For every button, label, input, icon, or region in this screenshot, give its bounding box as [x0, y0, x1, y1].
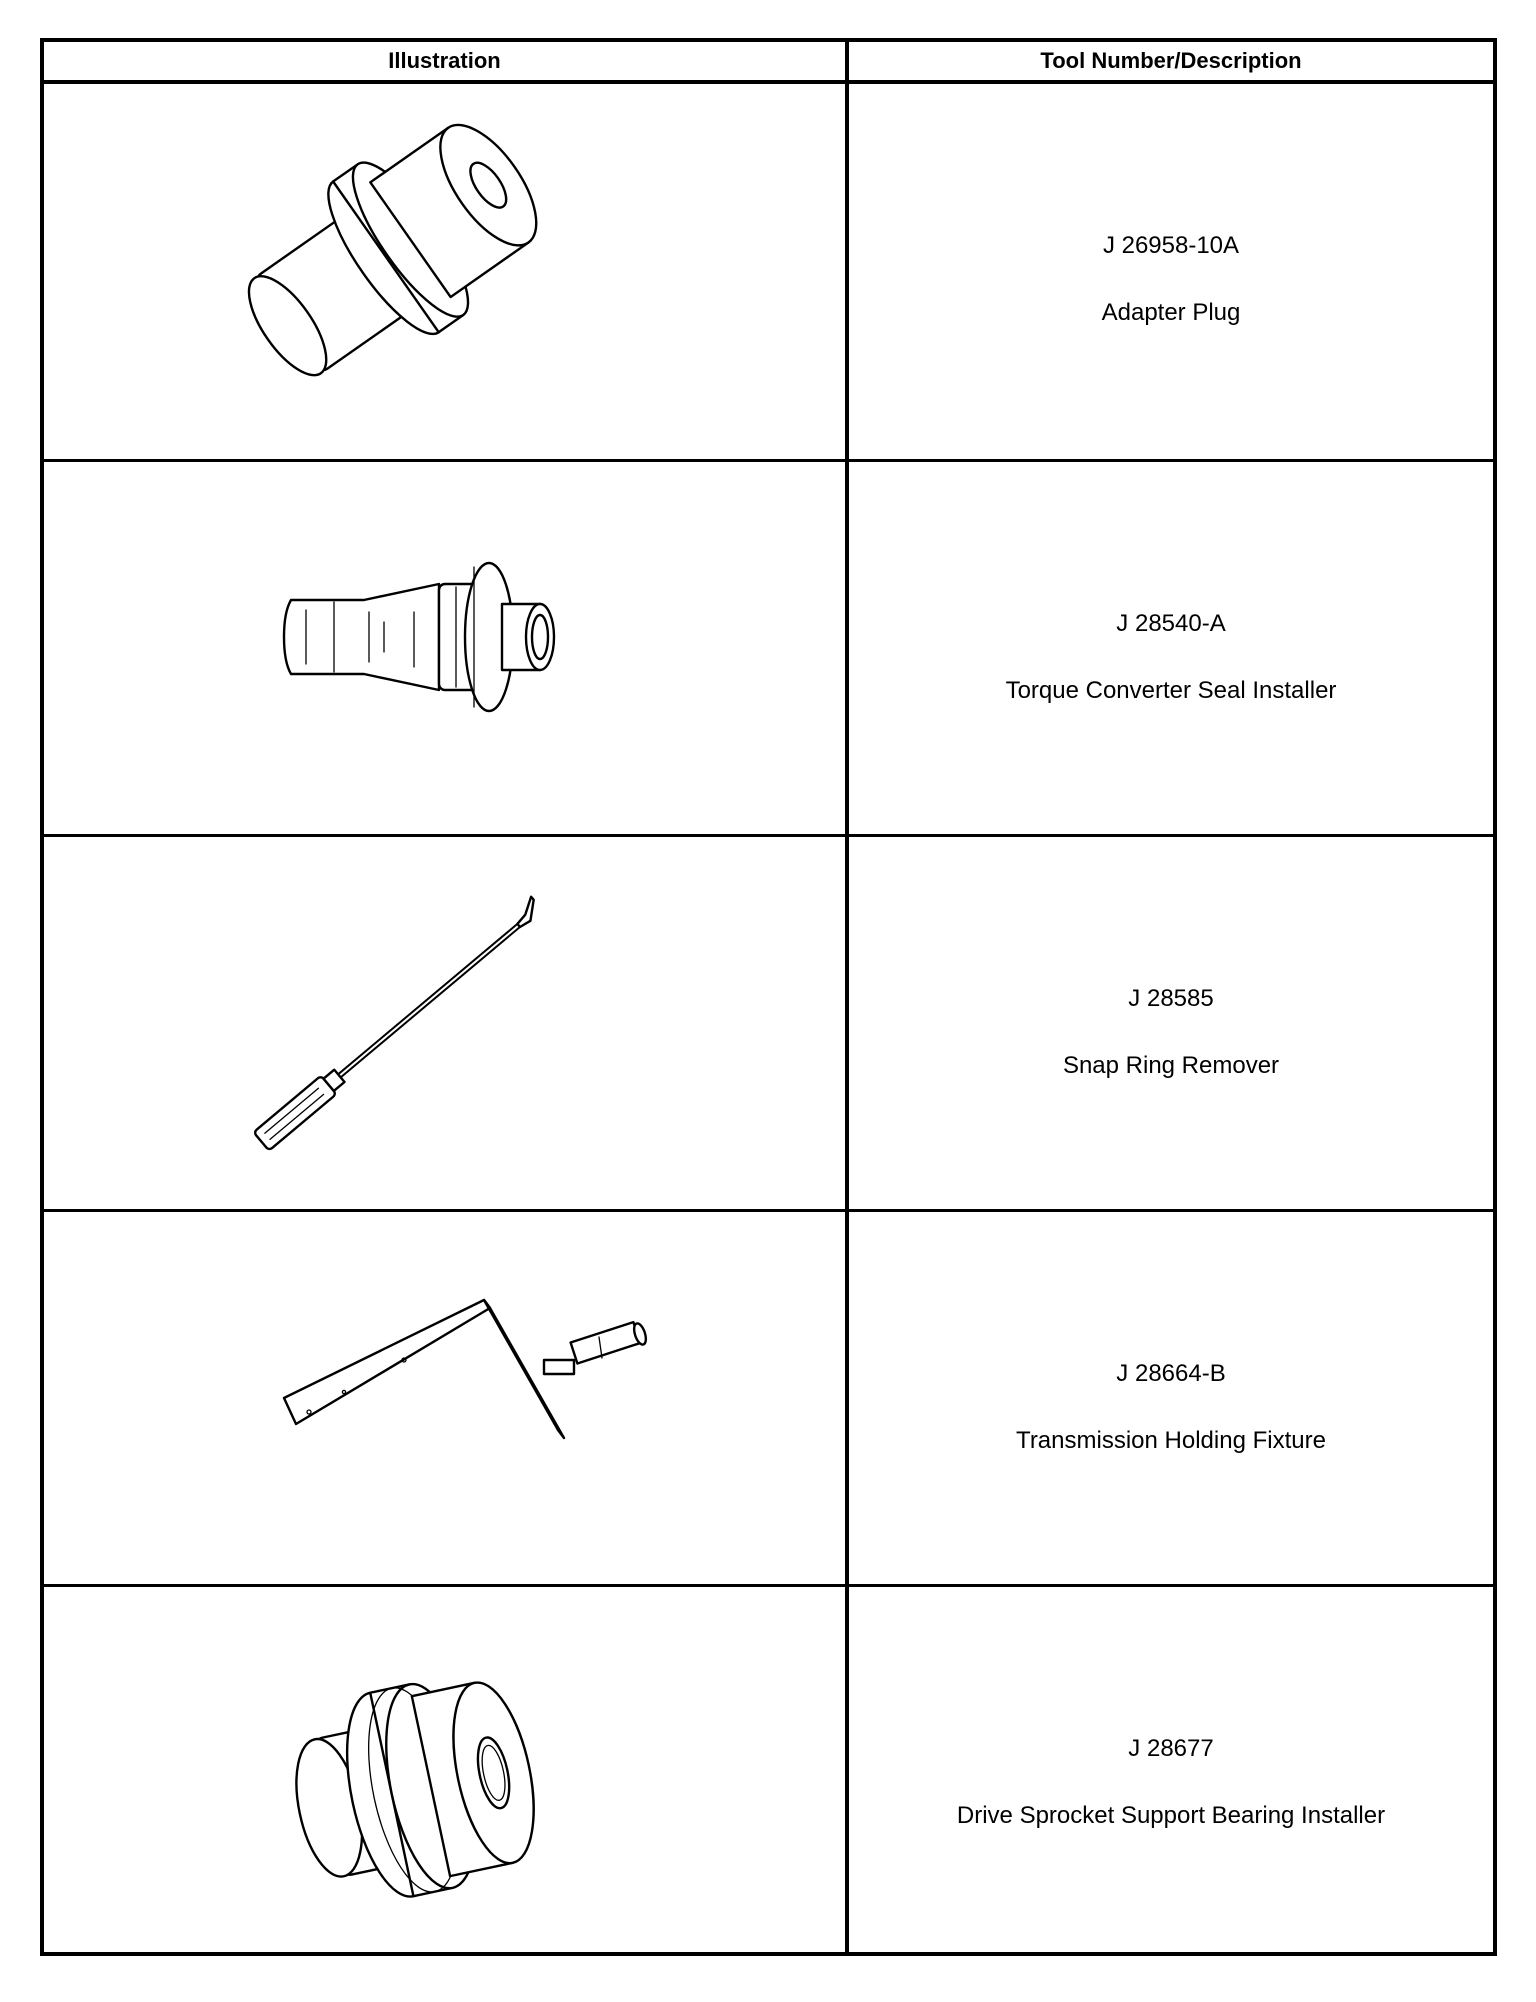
bearing-installer-illustration	[44, 1587, 845, 1956]
adapter-plug-illustration	[44, 84, 845, 459]
table-row	[44, 459, 1493, 834]
tool-number: J 28677	[1128, 1735, 1214, 1762]
tool-cell	[849, 84, 1493, 459]
holding-fixture-illustration	[44, 1212, 845, 1584]
column-divider	[845, 42, 849, 1952]
tool-number: J 26958-10A	[1102, 232, 1240, 259]
snap-ring-remover-illustration	[44, 837, 845, 1209]
tool-table	[40, 38, 1497, 1956]
tool-cell	[849, 837, 1493, 1209]
tool-description: Snap Ring Remover	[1062, 1052, 1280, 1079]
header-illustration: Illustration	[388, 48, 501, 73]
tool-cell	[849, 462, 1493, 834]
table-row	[44, 1584, 1493, 1956]
seal-installer-illustration	[44, 462, 845, 834]
tool-number: J 28540-A	[1116, 610, 1226, 637]
table-row	[44, 1209, 1493, 1584]
table-header	[44, 42, 1493, 84]
tool-cell	[849, 1587, 1493, 1956]
tool-description: Transmission Holding Fixture	[1016, 1427, 1326, 1454]
tool-description: Drive Sprocket Support Bearing Installer	[956, 1802, 1386, 1829]
tool-description: Torque Converter Seal Installer	[1005, 677, 1337, 704]
tool-number: J 28664-B	[1116, 1360, 1226, 1387]
tool-description: Adapter Plug	[1101, 299, 1241, 326]
tool-cell	[849, 1212, 1493, 1584]
table-row	[44, 834, 1493, 1209]
header-tool-number-description: Tool Number/Description	[1040, 48, 1302, 73]
tool-number: J 28585	[1128, 985, 1214, 1012]
table-row	[44, 84, 1493, 459]
